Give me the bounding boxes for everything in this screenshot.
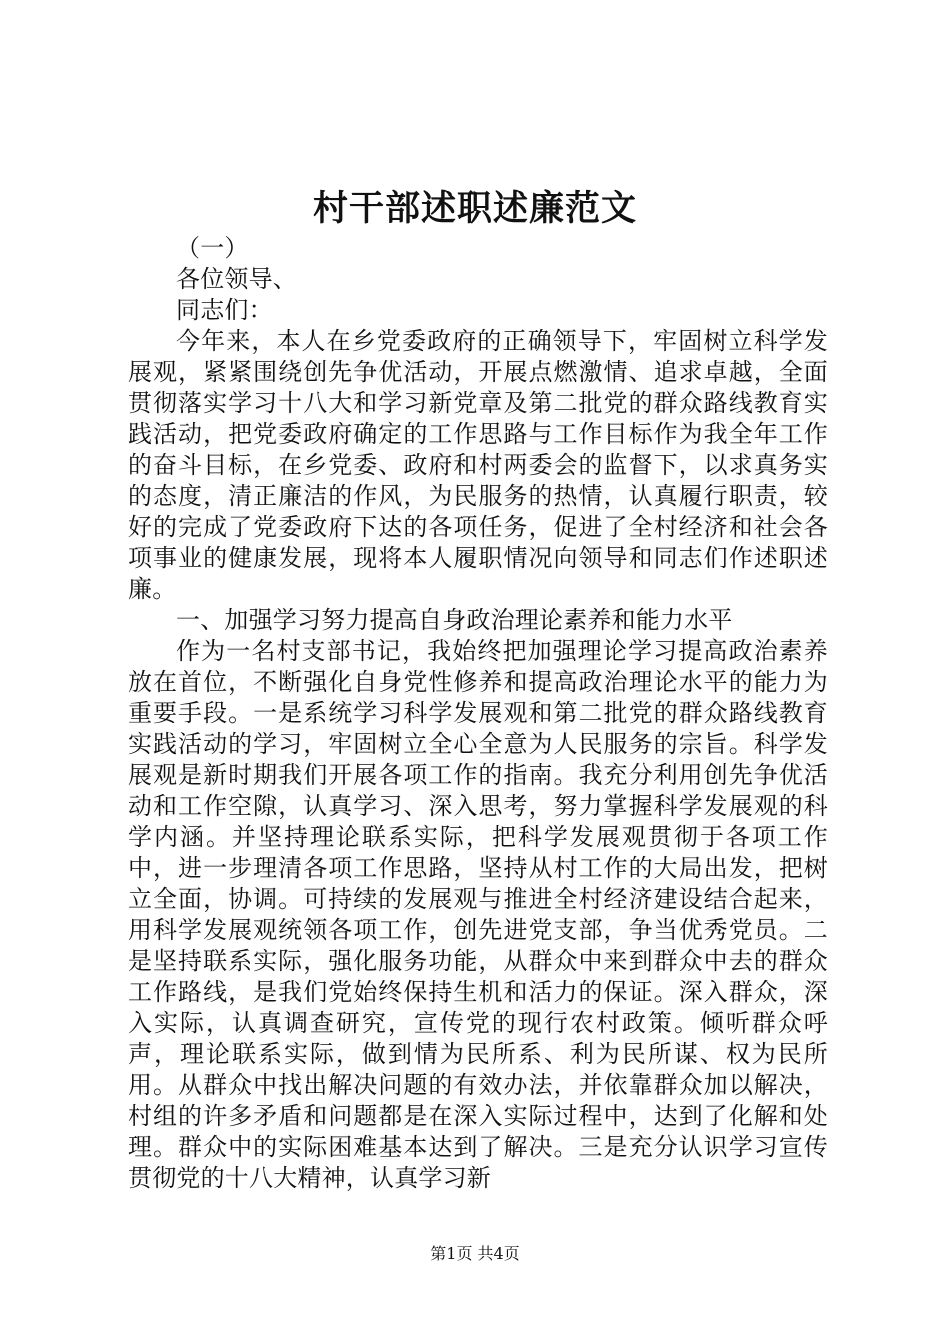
body-paragraph: 作为一名村支部书记，我始终把加强理论学习提高政治素养放在首位，不断强化自身党性修养和提高政治理论水平的能力为重要手段。一是系统学习科学发展观和第二批党的群众路线教育实践活动的学习，牢固树立全心全意为人民服务的宗旨。科学发展观是新时期我们开展各项工作的指南。我充分利用创先争优活动和工作空隙，认真学习、深入思考，努力掌握科学发展观的科学内涵。并坚持理论联系实际，把科学发展观贯彻于各项工作中，进一步理清各项工作思路，坚持从村工作的大局出发，把树立全面，协调。可持续的发展观与推进全村经济建设结合起来，用科学发展观统领各项工作，创先进党支部，争当优秀党员。二是坚持联系实际，强化服务功能，从群众中来到群众中去的群众工作路线，是我们党始终保持生机和活力的保证。深入群众，深入实际，认真调查研究，宣传党的现行农村政策。倾听群众呼声，理论联系实际，做到情为民所系、利为民所谋、权为民所用。从群众中找出解决问题的有效办法，并依靠群众加以解决，村组的许多矛盾和问题都是在深入实际过程中，达到了化解和处理。群众中的实际困难基本达到了解决。三是充分认识学习宣传贯彻党的十八大精神，认真学习新 xyxy=(128,637,828,1192)
salutation-leaders: 各位领导、 xyxy=(176,265,297,293)
document-body xyxy=(128,233,828,1194)
salutation-comrades: 同志们： xyxy=(176,296,273,324)
section-marker: （一） xyxy=(176,234,249,262)
section-heading: 一、加强学习努力提高自身政治理论素养和能力水平 xyxy=(176,606,733,634)
intro-paragraph: 今年来，本人在乡党委政府的正确领导下，牢固树立科学发展观，紧紧围绕创先争优活动，开展点燃激情、追求卓越，全面贯彻落实学习十八大和学习新党章及第二批党的群众路线教育实践活动，把党委政府确定的工作思路与工作目标作为我全年工作的奋斗目标，在乡党委、政府和村两委会的监督下，以求真务实的态度，清正廉洁的作风，为民服务的热情，认真履行职责，较好的完成了党委政府下达的各项任务，促进了全村经济和社会各项事业的健康发展，现将本人履职情况向领导和同志们作述职述廉。 xyxy=(128,327,828,603)
page-number-footer: 第1页 共4页 xyxy=(430,1244,520,1263)
document-title: 村干部述职述廉范文 xyxy=(312,188,637,229)
